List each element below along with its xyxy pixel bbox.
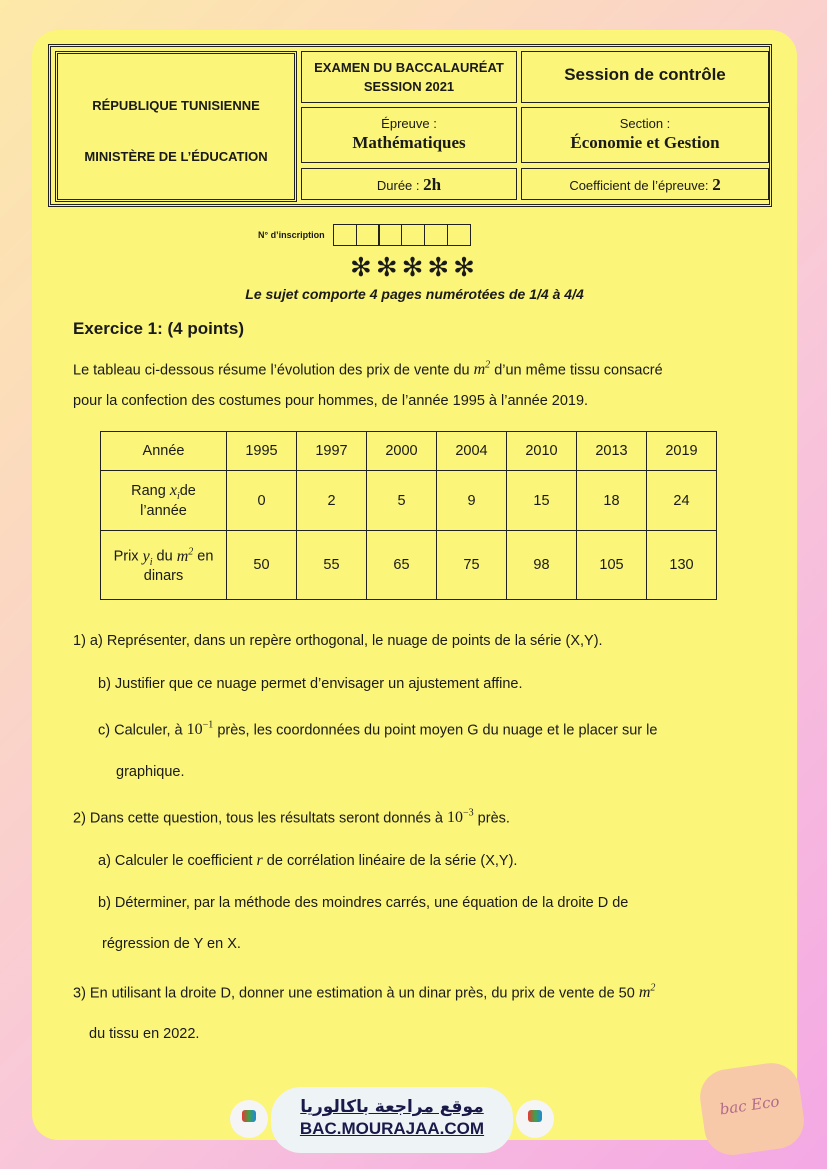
question-3-cont: du tissu en 2022. — [89, 1026, 200, 1042]
price-cell: 65 — [367, 531, 437, 600]
rank-cell: 24 — [647, 471, 717, 531]
session-type: Session de contrôle — [521, 51, 769, 103]
inscription-boxes[interactable] — [334, 224, 471, 246]
question-2: 2) Dans cette question, tous les résultats seront donnés à $10^{-3}$ près. — [73, 808, 510, 827]
coefficient-cell — [521, 168, 769, 200]
exercise-title: Exercice 1: (4 points) — [73, 319, 245, 338]
badge-text: bac Eco — [718, 1092, 781, 1119]
row-header-rank: Rang $x_ide$ l’année — [101, 471, 227, 531]
institution-cell — [55, 51, 297, 202]
inscription-box[interactable] — [356, 224, 380, 246]
country-name: RÉPUBLIQUE TUNISIENNE — [92, 98, 260, 113]
site-logo-icon — [516, 1100, 554, 1138]
bac-eco-badge — [697, 1059, 808, 1158]
exam-page — [32, 30, 797, 1140]
price-cell: 50 — [227, 531, 297, 600]
inscription-box[interactable] — [401, 224, 425, 246]
row-header-price: Prix $y_i$ du $m^2$ en dinars — [101, 531, 227, 600]
year-cell: 2004 — [437, 432, 507, 471]
table-row — [101, 531, 717, 600]
unit-m2: $m^2$ — [473, 360, 491, 379]
inscription-box[interactable] — [378, 224, 402, 246]
ministry-name: MINISTÈRE DE L’ÉDUCATION — [84, 149, 268, 164]
price-cell: 75 — [437, 531, 507, 600]
section-label: Section : — [619, 116, 671, 131]
rank-cell: 9 — [437, 471, 507, 531]
page-count-note: Le sujet comporte 4 pages numérotées de 1/4 à 4/4 — [245, 286, 584, 302]
intro-line-2: pour la confection des costumes pour hommes, de l’année 1995 à l’année 2019. — [73, 393, 589, 409]
inscription-box[interactable] — [424, 224, 448, 246]
rank-cell: 5 — [367, 471, 437, 531]
price-cell: 55 — [297, 531, 367, 600]
site-url-link[interactable]: BAC.MOURAJAA.COM — [299, 1119, 485, 1138]
table-row — [101, 432, 717, 471]
inscription-box[interactable] — [333, 224, 357, 246]
year-cell: 2000 — [367, 432, 437, 471]
question-3: 3) En utilisant la droite D, donner une estimation à un dinar près, du prix de vente de 50 $m^2$ — [73, 983, 656, 1002]
exam-title: EXAMEN DU BACCALAURÉAT — [314, 60, 504, 75]
inscription-label: N° d’inscription — [258, 230, 325, 240]
year-cell: 1995 — [227, 432, 297, 471]
epreuve-label: Épreuve : — [381, 116, 437, 131]
duration-cell — [301, 168, 517, 200]
rank-cell: 15 — [507, 471, 577, 531]
question-2b: b) Déterminer, par la méthode des moindres carrés, une équation de la droite D de — [98, 895, 629, 911]
exam-session: SESSION 2021 — [363, 79, 455, 94]
exam-cell — [301, 51, 517, 103]
question-2a: a) Calculer le coefficient r de corrélation linéaire de la série (X,Y). — [98, 852, 518, 869]
year-cell: 2010 — [507, 432, 577, 471]
epreuve-value: Mathématiques — [352, 133, 466, 152]
rank-cell: 2 — [297, 471, 367, 531]
site-name-arabic[interactable]: موقع مراجعة باكالوريا — [300, 1097, 484, 1117]
question-1c: c) Calculer, à $10^{-1}$ près, les coordonnées du point moyen G du nuage et le placer sur le — [98, 720, 658, 739]
coefficient-value: 2 — [712, 175, 721, 194]
unit-m2: $m^2$ — [638, 983, 656, 1002]
duration-value: 2h — [423, 175, 442, 194]
price-cell: 130 — [647, 531, 717, 600]
epreuve-cell — [301, 107, 517, 163]
star-divider: ✻✻✻✻✻ — [350, 252, 479, 282]
row-header-year: Année — [101, 432, 227, 471]
intro-line-1 — [73, 360, 663, 379]
inscription-box[interactable] — [447, 224, 471, 246]
year-cell: 1997 — [297, 432, 367, 471]
site-banner[interactable] — [271, 1087, 513, 1153]
rank-cell: 0 — [227, 471, 297, 531]
site-logo-icon — [230, 1100, 268, 1138]
section-cell — [521, 107, 769, 163]
price-cell: 98 — [507, 531, 577, 600]
year-cell: 2019 — [647, 432, 717, 471]
intro-text: d’un même tissu consacré — [494, 362, 663, 379]
duration-label: Durée : — [376, 178, 420, 193]
question-1c-cont: graphique. — [116, 764, 185, 780]
question-1b: b) Justifier que ce nuage permet d’envisager un ajustement affine. — [98, 676, 523, 692]
exam-header — [48, 44, 772, 207]
rank-cell: 18 — [577, 471, 647, 531]
question-1a: 1) a) Représenter, dans un repère orthogonal, le nuage de points de la série (X,Y). — [73, 633, 603, 649]
table-row — [101, 471, 717, 531]
section-value: Économie et Gestion — [570, 133, 720, 152]
price-cell: 105 — [577, 531, 647, 600]
question-2b-cont: régression de Y en X. — [102, 936, 241, 952]
data-table — [100, 431, 717, 600]
year-cell: 2013 — [577, 432, 647, 471]
coefficient-label: Coefficient de l’épreuve: — [569, 178, 709, 193]
intro-text: Le tableau ci-dessous résume l’évolution des prix de vente du — [73, 362, 470, 379]
